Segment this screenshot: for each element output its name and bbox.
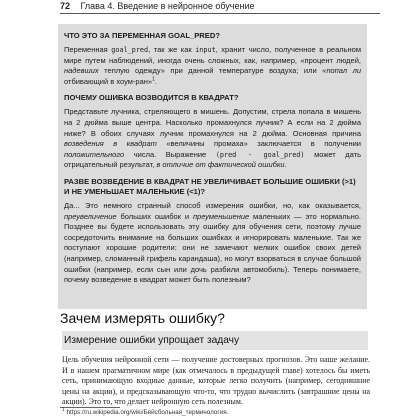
footnote-link[interactable]: https://ru.wikipedia.org/wiki/Бейсбольная_терминология. bbox=[64, 409, 229, 416]
footnote bbox=[62, 406, 372, 417]
question-heading: РАЗВЕ ВОЗВЕДЕНИЕ В КВАДРАТ НЕ УВЕЛИЧИВАЕТ БОЛЬШИЕ ОШИБКИ (>1) И НЕ УМЕНЬШАЕТ МАЛЕНЬКИЕ (<1)? bbox=[64, 176, 356, 196]
subsection-heading bbox=[62, 331, 368, 350]
sidebar-box-content bbox=[64, 31, 361, 292]
section-heading: Зачем измерять ошибку? bbox=[60, 310, 225, 326]
question-heading: ПОЧЕМУ ОШИБКА ВОЗВОДИТСЯ В КВАДРАТ? bbox=[64, 93, 239, 103]
question-heading: ЧТО ЭТО ЗА ПЕРЕМЕННАЯ GOAL_PRED? bbox=[64, 31, 220, 40]
subsection-heading-text: Измерение ошибки упрощает задачу bbox=[64, 335, 240, 346]
chapter-title: Глава 4. Введение в нейронное обучение bbox=[80, 1, 255, 11]
answer-paragraph: Переменная goal_pred, так же как input, хранит число, полученное в реальном мире путем наблюдений, иногда очень сложных, как, например, «процент людей, надевших теплую одежду» при данной температуре воздуха; или «попал ли отбивающий в хоум-ран»$^1$. bbox=[64, 45, 361, 86]
answer-paragraph: Да... Это немного странный способ измерения ошибки, но, как оказывается, преувеличение больших ошибок и преуменьшение маленьких — это нормально. Позднее вы будете использовать эту ошибку для обучения сети, поэтому лучше сосредоточить внимание на больших ошибках и игнорировать маленькие. Так же поступают хорошие родители: они не замечают мелких ошибок своих детей (например, сломанный грифель карандаша), но могут взорваться в случае большой ошибки (например, если сын или дочь разбили автомобиль). Теперь понимаете, почему возведение в квадрат может быть полезным? bbox=[64, 200, 361, 285]
answer-paragraph: Представьте лучника, стреляющего в мишень. Допустим, стрела попала в мишень на 2 дюйма выше центра. Насколько промахнулся лучник? А если на 2 дюйма ниже? В обоих случаях лучник промахнулся на 2 дюйма. Основная причина возведения в квадрат «величины промаха» заключается в получении положительного числа. Выражение (pred - goal_pred) может дать отрицательный результат, в отличие от фактической ошибки. bbox=[64, 107, 361, 170]
body-paragraph: Цель обучения нейронной сети — получение достоверных прогнозов. Это наше желание. И в нашем прагматичном мире (как отмечалось в предыдущей главе) хотелось бы иметь сеть, принимающую входные данные, которые легко получить (например, сегодняшние цены на акции), и предсказывающую что-то, что трудно вычислить (завтрашние цены на акции). Это то, что делает нейронную сеть полезным. bbox=[62, 355, 370, 407]
page-number: 72 bbox=[60, 1, 71, 11]
header-divider bbox=[60, 13, 380, 14]
footnote-number: 1 bbox=[62, 406, 65, 413]
page-header bbox=[60, 0, 380, 14]
footnote-divider bbox=[60, 407, 120, 408]
footnote-marker: 1 bbox=[152, 76, 155, 83]
